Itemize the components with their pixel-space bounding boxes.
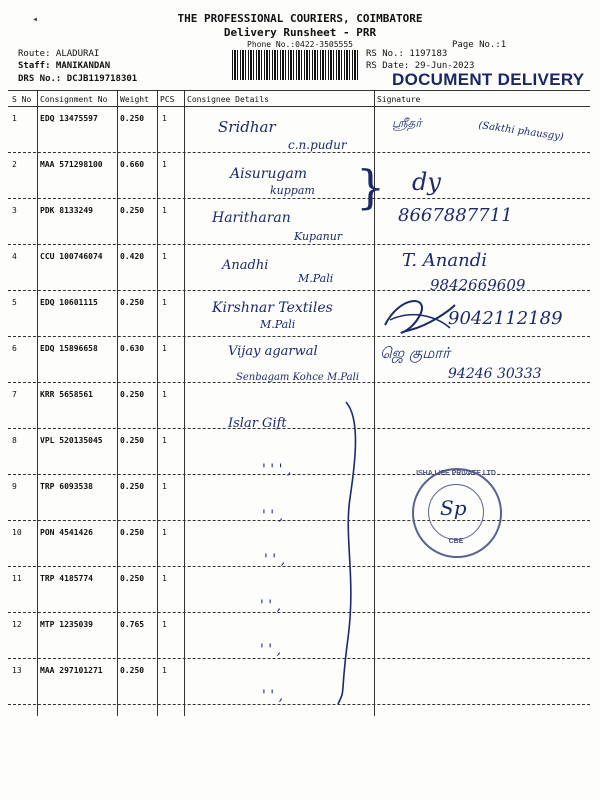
row-sno: 3 [12, 206, 17, 215]
col-pcs: PCS [160, 95, 175, 104]
divider-pcs [184, 91, 185, 716]
rs-number: RS No.: 1197183 [366, 49, 448, 59]
row-consignment-no: EDQ 15896658 [40, 344, 98, 353]
row-pcs: 1 [162, 344, 167, 353]
row-sno: 4 [12, 252, 17, 261]
row-separator [8, 152, 590, 153]
seal-sub: CBE [448, 538, 464, 545]
hw-r6-name: Vijay agarwal [228, 344, 318, 359]
row-pcs: 1 [162, 436, 167, 445]
divider-consignment [117, 91, 118, 716]
row-pcs: 1 [162, 482, 167, 491]
ditto-r9: ' ' , [262, 508, 284, 524]
row-consignment-no: TRP 4185774 [40, 574, 93, 583]
hw-r1-sig-note: (Sakthi phausgy) [477, 120, 565, 143]
row-weight: 0.250 [120, 528, 145, 537]
hw-r5-place: M.Pali [260, 318, 296, 331]
corner-mark: ◂ [32, 14, 39, 25]
hw-r5-signature [380, 290, 460, 340]
col-sno: S No [12, 95, 32, 104]
row-sno: 9 [12, 482, 17, 491]
hw-r1-signature: ஸ்ரீதர் [392, 116, 422, 130]
row-sno: 7 [12, 390, 17, 399]
row-sno: 5 [12, 298, 17, 307]
row-pcs: 1 [162, 298, 167, 307]
hw-brace: } [356, 160, 386, 214]
sheet-title: Delivery Runsheet - PRR [223, 26, 377, 39]
column-header-rule [8, 106, 590, 107]
hw-r6-signature: ஜெ குமார் [380, 344, 450, 362]
hw-r4-name: Anadhi [222, 258, 269, 273]
hw-r2-name: Aisurugam [230, 166, 308, 182]
divider-sno [37, 91, 38, 716]
row-pcs: 1 [162, 528, 167, 537]
row-weight: 0.250 [120, 298, 145, 307]
seal-signature: Sp [440, 496, 467, 520]
ditto-r12: ' ' , [260, 642, 282, 658]
page-number: Page No.:1 [452, 40, 507, 50]
row-pcs: 1 [162, 390, 167, 399]
row-consignment-no: CCU 100746074 [40, 252, 103, 261]
phone-number: Phone No.:0422-3505555 [247, 40, 353, 49]
hw-r2-place: kuppam [270, 184, 315, 197]
row-pcs: 1 [162, 252, 167, 261]
drs-number: DRS No.: DCJB119718301 [18, 74, 138, 84]
barcode [232, 50, 358, 80]
row-separator [8, 566, 590, 567]
row-weight: 0.660 [120, 160, 145, 169]
row-consignment-no: EDQ 13475597 [40, 114, 98, 123]
row-consignment-no: EDQ 10601115 [40, 298, 98, 307]
row-separator [8, 336, 590, 337]
row-sno: 12 [12, 620, 22, 629]
col-consignment: Consignment No [40, 95, 108, 104]
row-pcs: 1 [162, 206, 167, 215]
row-consignment-no: MTP 1235039 [40, 620, 93, 629]
hw-r3-name: Haritharan [212, 210, 291, 226]
ditto-r11: ' ' , [260, 598, 282, 614]
row-separator [8, 612, 590, 613]
rs-date: RS Date: 29-Jun-2023 [366, 61, 475, 71]
row-pcs: 1 [162, 666, 167, 675]
row-weight: 0.250 [120, 482, 145, 491]
hw-bracket-line [326, 398, 366, 708]
col-weight: Weight [120, 95, 149, 104]
row-separator [8, 658, 590, 659]
row-consignment-no: TRP 6093538 [40, 482, 93, 491]
hw-r2-signature: dy [412, 168, 441, 196]
row-weight: 0.250 [120, 390, 145, 399]
ditto-r8: ' ' ' , [262, 462, 292, 478]
row-consignment-no: PDK 8133249 [40, 206, 93, 215]
header-rule [8, 90, 590, 91]
hw-r7-name: Islar Gift [228, 416, 287, 431]
ditto-r13: ' ' , [262, 688, 284, 704]
row-weight: 0.250 [120, 574, 145, 583]
row-pcs: 1 [162, 160, 167, 169]
row-pcs: 1 [162, 574, 167, 583]
row-sno: 6 [12, 344, 17, 353]
row-consignment-no: KRR 5658561 [40, 390, 93, 399]
row-consignment-no: MAA 297101271 [40, 666, 103, 675]
hw-r5-phone: 9042112189 [448, 308, 563, 329]
staff-label: Staff: MANIKANDAN [18, 61, 111, 71]
hw-r6-place: Senbagam Kohce M.Pali [236, 372, 360, 383]
hw-r3-phone: 8667887711 [398, 205, 513, 226]
col-consignee: Consignee Details [187, 95, 269, 104]
row-weight: 0.250 [120, 114, 145, 123]
hw-r1-name: Sridhar [218, 118, 276, 136]
row-sno: 2 [12, 160, 17, 169]
row-sno: 13 [12, 666, 22, 675]
row-weight: 0.250 [120, 436, 145, 445]
route-label: Route: ALADURAI [18, 49, 100, 59]
row-sno: 11 [12, 574, 22, 583]
hw-r4-phone: 9842669609 [430, 276, 526, 294]
divider-weight [157, 91, 158, 716]
ditto-r10: ' ' , [264, 552, 286, 568]
row-consignment-no: PON 4541426 [40, 528, 93, 537]
row-sno: 8 [12, 436, 17, 445]
col-signature: Signature [377, 95, 421, 104]
hw-r3-place: Kupanur [294, 230, 343, 243]
hw-r4-signature: T. Anandi [402, 250, 487, 271]
row-pcs: 1 [162, 114, 167, 123]
row-separator [8, 474, 590, 475]
seal-text: ISHA LIFE PRIVATE LTD [416, 470, 496, 477]
row-sno: 10 [12, 528, 22, 537]
row-separator [8, 704, 590, 705]
row-sno: 1 [12, 114, 17, 123]
row-separator [8, 244, 590, 245]
row-consignment-no: MAA 571298100 [40, 160, 103, 169]
company-title: THE PROFESSIONAL COURIERS, COIMBATORE [177, 12, 423, 25]
hw-r5-name: Kirshnar Textiles [212, 300, 333, 316]
row-separator [8, 520, 590, 521]
row-weight: 0.250 [120, 206, 145, 215]
row-separator [8, 198, 590, 199]
row-consignment-no: VPL 520135045 [40, 436, 103, 445]
row-separator [8, 428, 590, 429]
hw-r6-phone: 94246 30333 [448, 366, 542, 382]
row-weight: 0.630 [120, 344, 145, 353]
row-weight: 0.420 [120, 252, 145, 261]
row-weight: 0.765 [120, 620, 145, 629]
row-pcs: 1 [162, 620, 167, 629]
hw-r4-place: M.Pali [298, 272, 334, 285]
hw-r1-place: c.n.pudur [288, 138, 347, 152]
row-weight: 0.250 [120, 666, 145, 675]
document-delivery-stamp: DOCUMENT DELIVERY [392, 70, 585, 89]
